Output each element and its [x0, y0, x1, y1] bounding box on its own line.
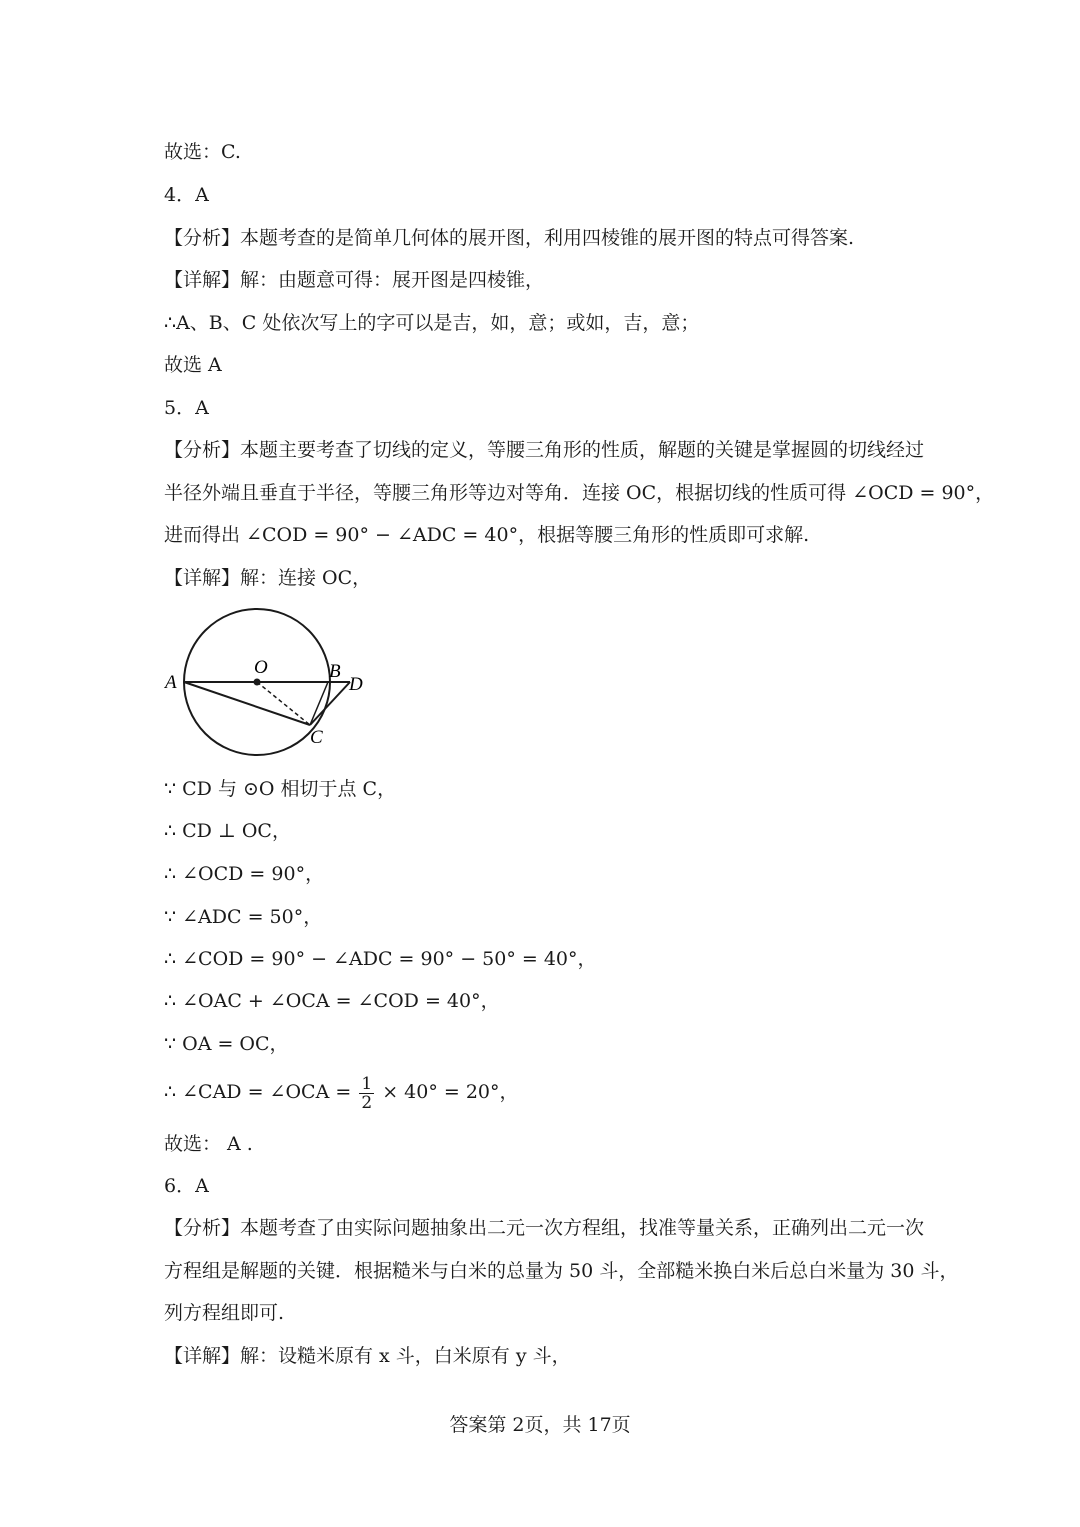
fraction-numerator: 1 [361, 1073, 373, 1094]
proof-step: ∴ ∠OCD = 90°， [164, 863, 325, 885]
center-point [254, 679, 261, 686]
answer-line: 故选：C. [164, 141, 241, 163]
proof-step: ∵ OA = OC， [164, 1033, 289, 1055]
proof-step: ∴ ∠COD = 90° − ∠ADC = 90° − 50° = 40°， [164, 948, 597, 970]
answer-line: 故选： A . [164, 1133, 253, 1155]
question-number: 5．A [164, 397, 209, 419]
fraction-denominator: 2 [361, 1092, 373, 1113]
proof-step-fraction [164, 1072, 519, 1112]
analysis-text: 进而得出 ∠COD = 90° − ∠ADC = 40°，根据等腰三角形的性质即可求解. [164, 524, 810, 546]
page-footer: 答案第 2页，共 17页 [449, 1414, 631, 1436]
solution-text: ∴A、B、C 处依次写上的字可以是吉，如，意；或如，吉，意； [164, 312, 700, 334]
analysis-text: 列方程组即可. [164, 1302, 285, 1324]
analysis-text: 【分析】本题考查的是简单几何体的展开图，利用四棱锥的展开图的特点可得答案. [164, 227, 855, 249]
analysis-text: 方程组是解题的关键．根据糙米与白米的总量为 50 斗，全部糙米换白米后总白米量为 30 斗， [164, 1260, 959, 1282]
question-number: 4．A [164, 184, 209, 206]
fraction-prefix: ∴ ∠CAD = ∠OCA = [164, 1081, 352, 1103]
question-number: 6．A [164, 1175, 209, 1197]
label-b: B [329, 661, 341, 682]
analysis-text: 【分析】本题主要考查了切线的定义，等腰三角形的性质，解题的关键是掌握圆的切线经过 [164, 439, 925, 461]
label-a: A [165, 672, 177, 693]
proof-step: ∴ ∠OAC + ∠OCA = ∠COD = 40°， [164, 990, 500, 1012]
analysis-text: 半径外端且垂直于半径，等腰三角形等边对等角．连接 OC，根据切线的性质可得 ∠OCD = 90°， [164, 482, 995, 504]
fraction-one-half [359, 1075, 374, 1112]
proof-step: ∴ CD ⊥ OC， [164, 820, 291, 842]
solution-text: 【详解】解：连接 OC， [164, 567, 372, 589]
solution-text: 【详解】解：由题意可得：展开图是四棱锥， [164, 269, 545, 291]
circle-tangent-figure [160, 600, 380, 765]
solution-text: 【详解】解：设糙米原有 x 斗，白米原有 y 斗， [164, 1345, 571, 1367]
analysis-text: 【分析】本题考查了由实际问题抽象出二元一次方程组，找准等量关系，正确列出二元一次 [164, 1217, 925, 1239]
label-o: O [254, 657, 268, 678]
fraction-suffix: × 40° = 20°， [382, 1081, 519, 1103]
answer-line: 故选 A [164, 354, 222, 376]
label-c: C [310, 727, 323, 748]
segment-oc [257, 682, 310, 725]
label-d: D [349, 674, 363, 695]
proof-step: ∵ CD 与 ⊙O 相切于点 C， [164, 778, 397, 800]
proof-step: ∵ ∠ADC = 50°， [164, 906, 323, 928]
segment-bc [310, 682, 328, 725]
segment-ac [184, 682, 310, 725]
